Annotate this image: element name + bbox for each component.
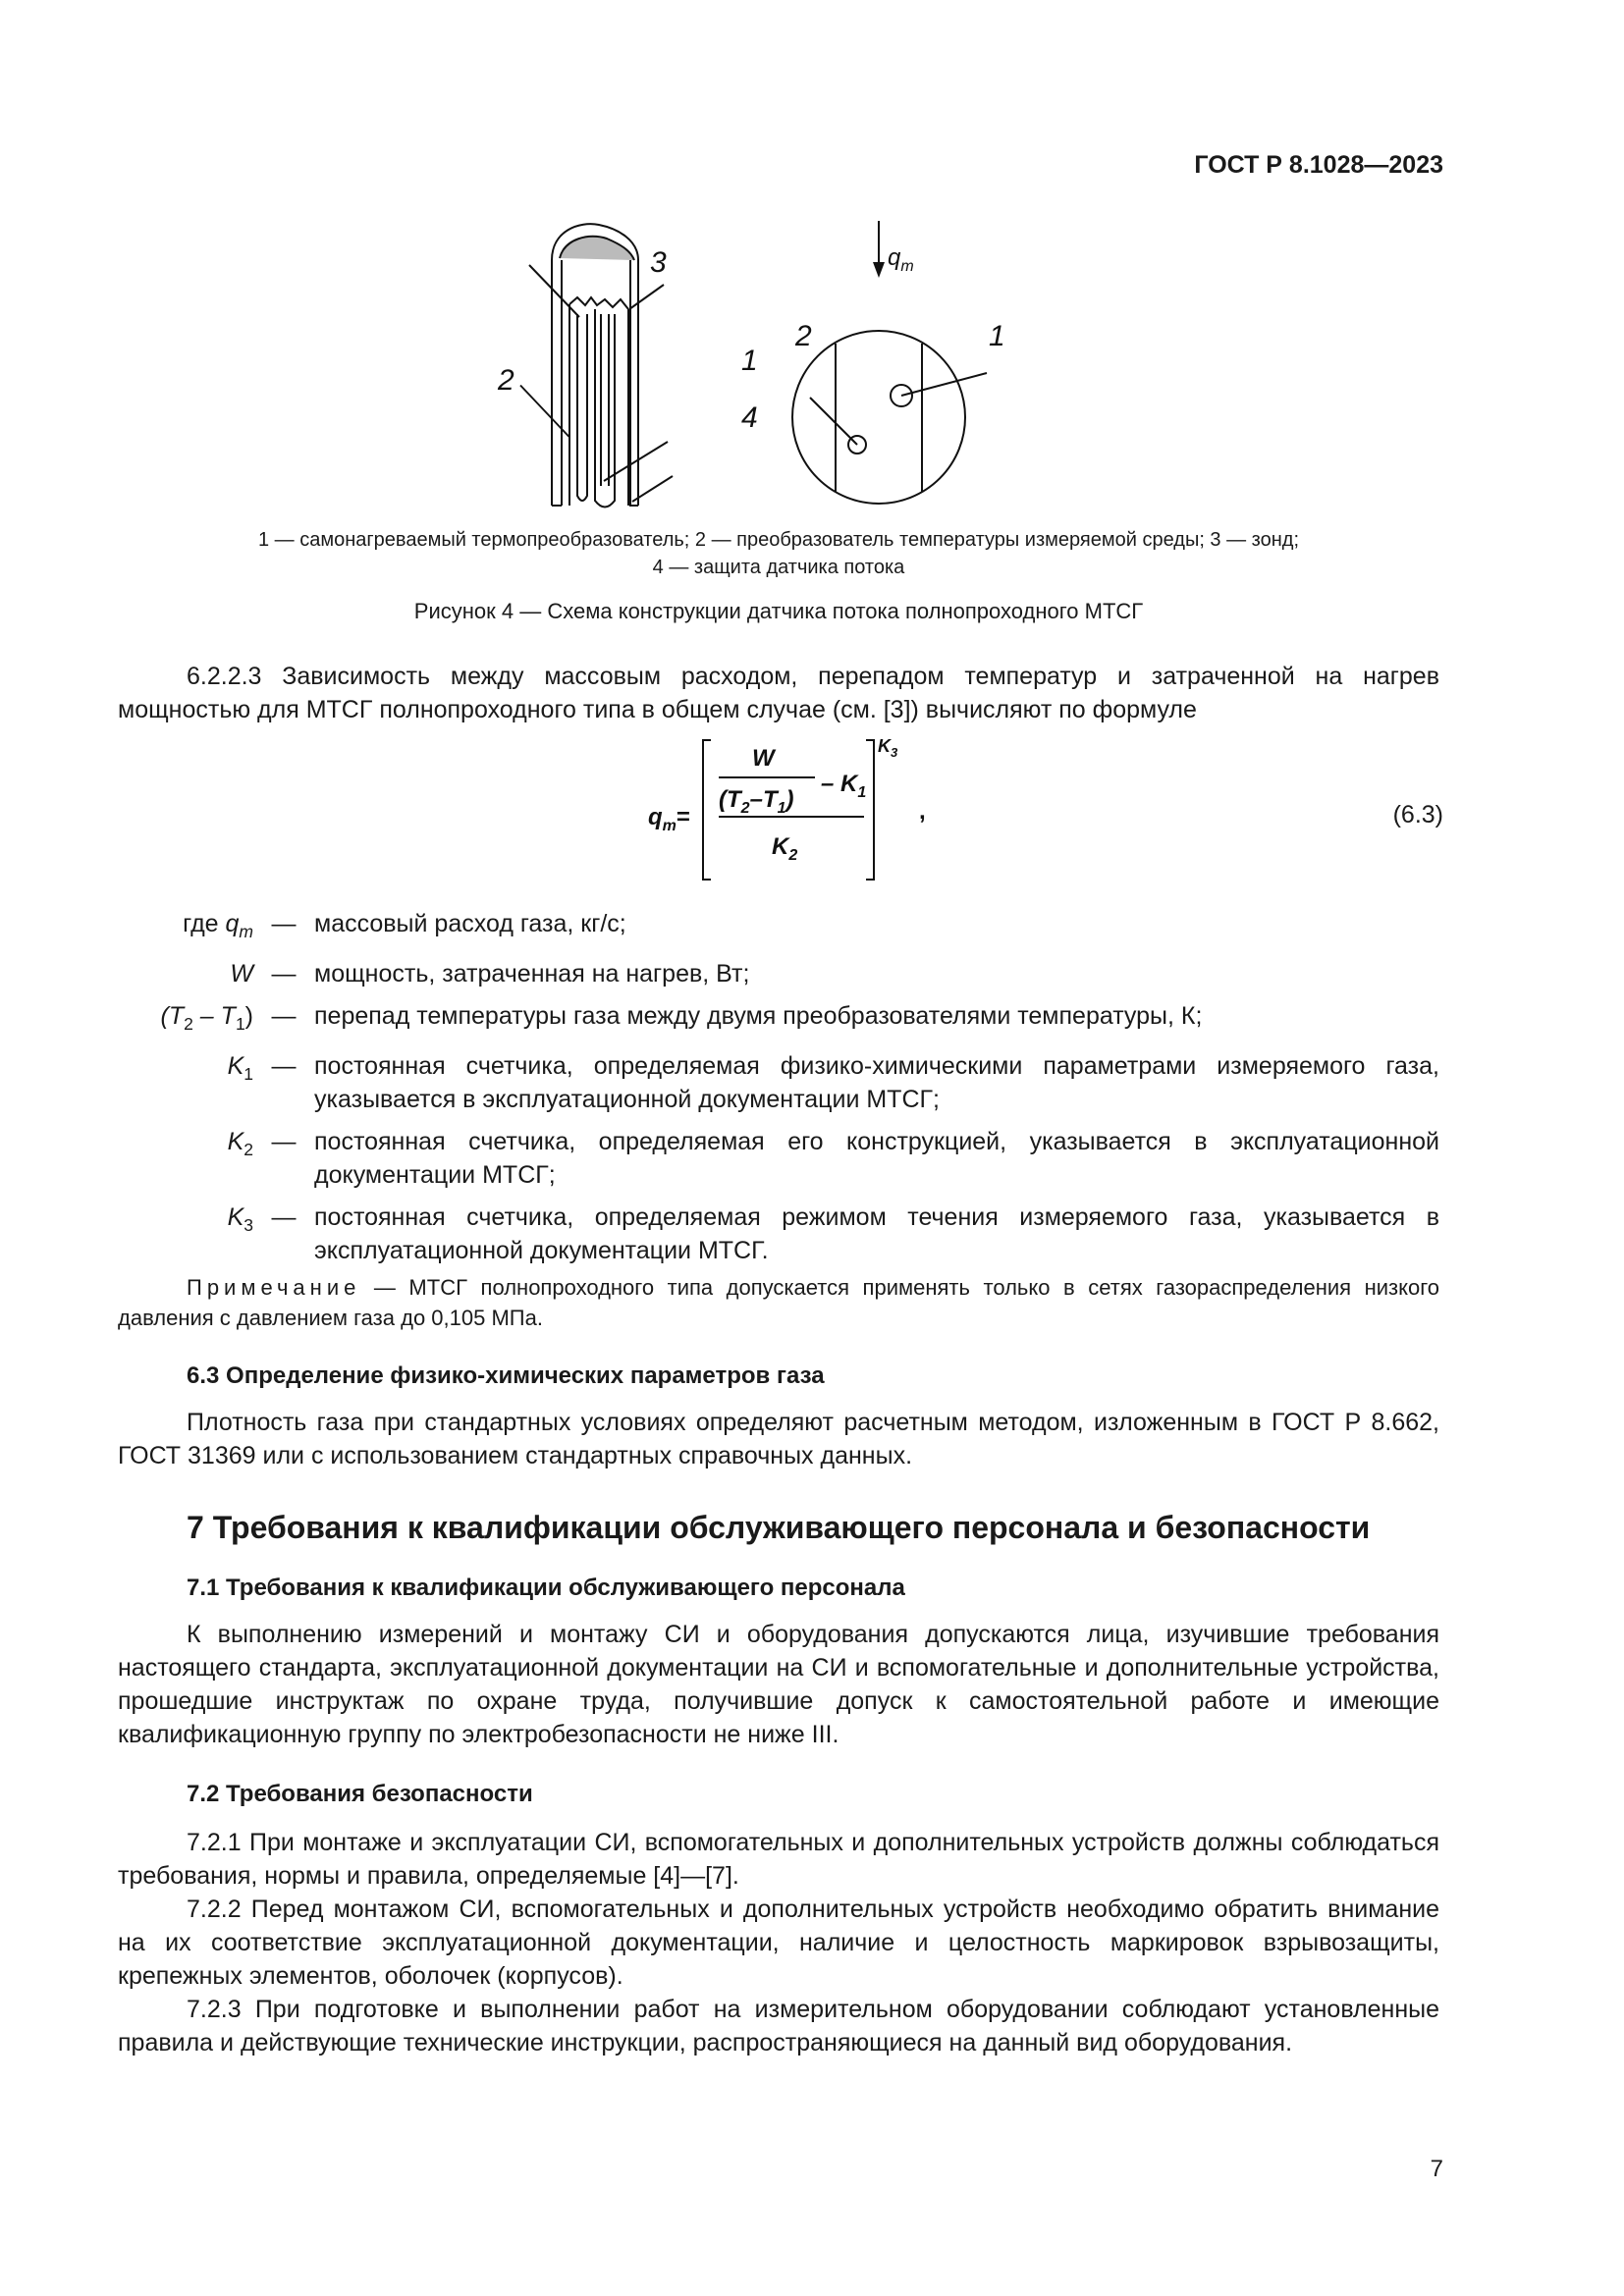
formula-6-3: [628, 736, 952, 883]
paragraph-7-2-1: 7.2.1 При монтаже и эксплуатации СИ, вспомогательных и дополнительных устройств должны соблюдаться требования, нормы и правила, определяемые [4]—[7].: [118, 1829, 1439, 1890]
flow-label: $q_m$: [888, 244, 914, 275]
formula-number: (6.3): [1392, 801, 1443, 828]
heading-7-1: 7.1 Требования к квалификации обслуживающего персонала: [187, 1575, 905, 1601]
variable-description: перепад температуры газа между двумя преобразователями температуры, К;: [314, 1002, 1203, 1030]
dash: —: [271, 1203, 297, 1231]
variable-row: [118, 1125, 1439, 1192]
variable-list: [118, 907, 1439, 1276]
paragraph-7-1: К выполнению измерений и монтажу СИ и оборудования допускаются лица, изучившие требования настоящего стандарта, эксплуатационной документации на СИ и вспомогательные и дополнительные устройства, прошедшие инструктаж по охране труда, получившие допуск к самостоятельной работе и имеющие квалификационную группу по электробезопасности не ниже III.: [118, 1621, 1439, 1748]
variable-description: постоянная счетчика, определяемая его конструкцией, указывается в эксплуатационной документации МТСГ;: [314, 1128, 1439, 1189]
paragraph-6-2-2-3: 6.2.2.3 Зависимость между массовым расходом, перепадом температур и затраченной на нагрев мощностью для МТСГ полнопроходного типа в общем случае (см. [3]) вычисляют по формуле: [118, 663, 1439, 723]
dash: —: [271, 1128, 297, 1155]
sensor-diagram: [498, 221, 1041, 515]
standard-number: ГОСТ Р 8.1028—2023: [1194, 151, 1443, 179]
variable-description: постоянная счетчика, определяемая физико-химическими параметрами измеряемого газа, указывается в эксплуатационной документации МТСГ;: [314, 1052, 1439, 1113]
label-right-2: 2: [795, 320, 812, 352]
variable-row: [118, 1049, 1439, 1116]
heading-7: 7 Требования к квалификации обслуживающего персонала и безопасности: [187, 1510, 1371, 1545]
svg-text:– K1: – $K_1$: [821, 771, 867, 801]
svg-text:K3: $K_3$: [878, 736, 898, 760]
variable-row: [118, 999, 1439, 1041]
variable-row: [118, 1201, 1439, 1267]
dash: —: [271, 1052, 297, 1080]
label-1: 1: [741, 345, 758, 377]
note-text: — МТСГ полнопроходного типа допускается применять только в сетях газораспределения низкого давления с давлением газа до 0,105 МПа.: [118, 1275, 1439, 1330]
variable-symbol: $K_3$: [227, 1203, 253, 1235]
label-3: 3: [650, 246, 667, 279]
figure-legend-line-2: 4 — защита датчика потока: [652, 557, 905, 578]
note-label: Примечание: [187, 1275, 361, 1300]
svg-text:,: ,: [919, 798, 926, 825]
variable-symbol: $(T_2 - T_1)$: [160, 1002, 253, 1034]
paragraph-6-3: Плотность газа при стандартных условиях определяют расчетным методом, изложенным в ГОСТ Р 8.662, ГОСТ 31369 или с использованием стандартных справочных данных.: [118, 1409, 1439, 1469]
svg-text:W: W: [752, 745, 775, 772]
variable-symbol: $K_2$: [227, 1128, 253, 1159]
dash: —: [271, 960, 297, 988]
variable-description: массовый расход газа, кг/с;: [314, 910, 626, 937]
svg-text:(T2–T1): $(T_2-T_1)$: [719, 786, 794, 817]
heading-6-3: 6.3 Определение физико-химических параметров газа: [187, 1362, 825, 1389]
paragraph-7-2-2: 7.2.2 Перед монтажом СИ, вспомогательных и дополнительных устройств необходимо обратить внимание на их соответствие эксплуатационной документации, наличие и целостность маркировок взрывозащиты, крепежных элементов, оболочек (корпусов).: [118, 1896, 1439, 1990]
label-4: 4: [741, 401, 758, 434]
variable-description: мощность, затраченная на нагрев, Вт;: [314, 960, 750, 988]
paragraph-7-2-3: 7.2.3 При подготовке и выполнении работ на измерительном оборудовании соблюдают установленные правила и действующие технические инструкции, распространяющиеся на данный вид оборудования.: [118, 1996, 1439, 2056]
variable-description: постоянная счетчика, определяемая режимом течения измеряемого газа, указывается в эксплуатационной документации МТСГ.: [314, 1203, 1439, 1264]
note: [118, 1272, 1439, 1333]
dash: —: [271, 1002, 297, 1030]
svg-text:K2: $K_2$: [772, 833, 798, 864]
variable-symbol: $K_1$: [227, 1052, 253, 1084]
svg-text:qm=: $q_m=$: [648, 804, 690, 834]
page-number: 7: [1430, 2156, 1443, 2182]
figure-legend-line-1: 1 — самонагреваемый термопреобразователь; 2 — преобразователь температуры измеряемой среды; 3 — зонд;: [257, 529, 1300, 551]
label-2: 2: [498, 364, 514, 397]
heading-7-2: 7.2 Требования безопасности: [187, 1781, 533, 1807]
variable-row: [118, 957, 1439, 990]
label-right-1: 1: [989, 320, 1005, 352]
variable-symbol: где $q_m$: [183, 910, 253, 941]
variable-symbol: W: [230, 960, 253, 988]
figure-caption: Рисунок 4 — Схема конструкции датчика потока полнопроходного МТСГ: [413, 599, 1144, 623]
variable-row: [118, 907, 1439, 948]
dash: —: [271, 910, 297, 937]
